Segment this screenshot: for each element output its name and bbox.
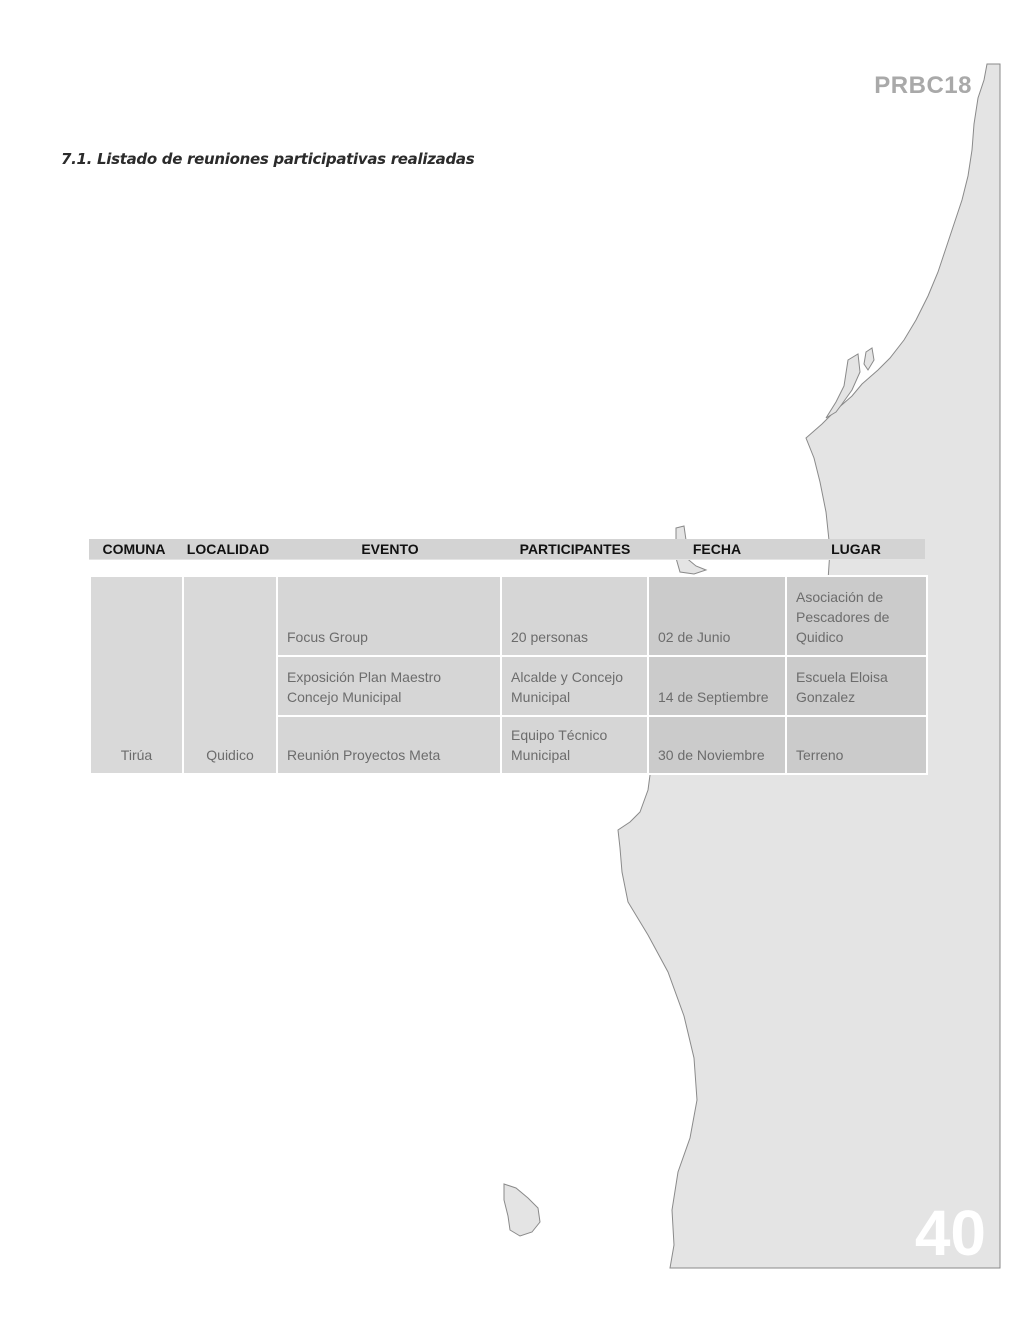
header-comuna: COMUNA bbox=[102, 541, 166, 557]
cell-lugar: Terreno bbox=[786, 716, 927, 774]
table-row bbox=[90, 576, 927, 656]
cell-lugar: Escuela Eloisa Gonzalez bbox=[786, 656, 927, 716]
meetings-table bbox=[89, 575, 928, 775]
cell-lugar: Asociación de Pescadores de Quidico bbox=[786, 576, 927, 656]
cell-evento: Exposición Plan Maestro Concejo Municipal bbox=[277, 656, 501, 716]
page-number: 40 bbox=[914, 1197, 986, 1269]
cell-evento: Focus Group bbox=[277, 576, 501, 656]
cell-participantes: Alcalde y Concejo Municipal bbox=[501, 656, 648, 716]
header-lugar: LUGAR bbox=[831, 541, 881, 557]
table-header-row bbox=[89, 539, 925, 559]
cell-fecha: 30 de Noviembre bbox=[648, 716, 786, 774]
small-islet bbox=[864, 348, 874, 370]
header-participantes: PARTICIPANTES bbox=[519, 541, 631, 557]
header-fecha: FECHA bbox=[692, 541, 742, 557]
section-title: 7.1. Listado de reuniones participativas realizadas bbox=[61, 150, 475, 168]
mocha-island-landmass bbox=[504, 1184, 540, 1236]
cell-localidad: Quidico bbox=[183, 576, 277, 774]
document-code: PRBC18 bbox=[874, 72, 972, 99]
header-localidad: LOCALIDAD bbox=[186, 541, 270, 557]
cell-comuna: Tirúa bbox=[90, 576, 183, 774]
cell-participantes: 20 personas bbox=[501, 576, 648, 656]
cell-fecha: 14 de Septiembre bbox=[648, 656, 786, 716]
cell-fecha: 02 de Junio bbox=[648, 576, 786, 656]
cell-participantes: Equipo Técnico Municipal bbox=[501, 716, 648, 774]
header-divider bbox=[89, 559, 925, 560]
cell-evento: Reunión Proyectos Meta bbox=[277, 716, 501, 774]
header-evento: EVENTO bbox=[361, 541, 419, 557]
